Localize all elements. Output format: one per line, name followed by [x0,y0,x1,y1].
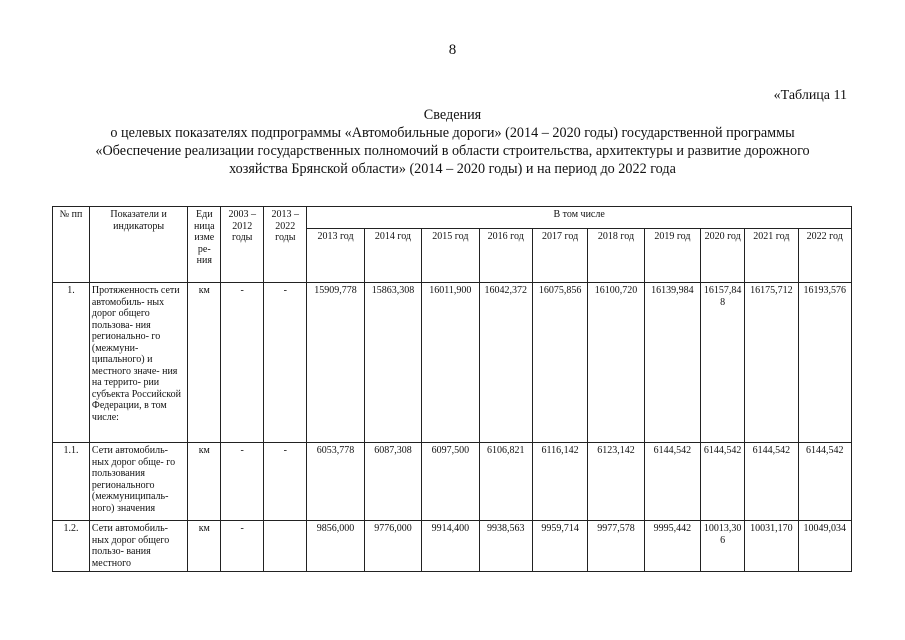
header-period-2013-2022: 2013 – 2022 годы [264,207,307,283]
header-year: 2014 год [364,229,421,283]
heading-line-2: о целевых показателях подпрограммы «Автомобильные дороги» (2014 – 2020 годы) государственной программы [110,125,795,141]
value-cell: 16139,984 [644,283,700,443]
period-2003-2012-cell: - [221,443,264,521]
unit-cell: км [188,283,221,443]
value-cell: 15909,778 [307,283,364,443]
value-cell: 6144,542 [745,443,798,521]
document-heading [50,106,855,178]
page-number: 8 [448,42,457,58]
value-cell: 16075,856 [532,283,587,443]
value-cell: 16157,848 [701,283,745,443]
period-2003-2012-cell: - [221,283,264,443]
table-row [53,283,852,443]
table-row [53,521,852,572]
period-2013-2022-cell [264,521,307,572]
period-2013-2022-cell: - [264,443,307,521]
header-indicators: Показатели и индикаторы [89,207,187,283]
header-year: 2018 год [588,229,644,283]
period-2003-2012-cell: - [221,521,264,572]
header-including: В том числе [307,207,852,229]
value-cell: 6097,500 [422,443,479,521]
header-year: 2020 год [701,229,745,283]
value-cell: 9856,000 [307,521,364,572]
value-cell: 6116,142 [532,443,587,521]
value-cell: 6144,542 [798,443,851,521]
value-cell: 9938,563 [479,521,532,572]
row-number: 1.2. [53,521,90,572]
indicator-name: Сети автомобиль- ных дорог общего пользо- вания местного [89,521,187,572]
value-cell: 9977,578 [588,521,644,572]
indicators-table [52,206,852,572]
value-cell: 6123,142 [588,443,644,521]
header-year: 2022 год [798,229,851,283]
value-cell: 16193,576 [798,283,851,443]
header-period-2003-2012: 2003 – 2012 годы [221,207,264,283]
value-cell: 15863,308 [364,283,421,443]
value-cell: 6053,778 [307,443,364,521]
value-cell: 9776,000 [364,521,421,572]
heading-line-3: «Обеспечение реализации государственных полномочий в области строительства, архитектуры и развитие дорожного [95,143,810,159]
unit-cell: км [188,521,221,572]
indicator-name: Протяженность сети автомобиль- ных дорог общего пользова- ния регионально- го (межмуни- ципального) и местного значе- ния на террито- рии субъекта Российской Федерации, в том числе: [89,283,187,443]
value-cell: 16011,900 [422,283,479,443]
value-cell: 9995,442 [644,521,700,572]
value-cell: 10013,306 [701,521,745,572]
row-number: 1.1. [53,443,90,521]
header-year: 2015 год [422,229,479,283]
value-cell: 6087,308 [364,443,421,521]
value-cell: 6144,542 [701,443,745,521]
indicator-name: Сети автомобиль- ных дорог обще- го пользования регионального (межмуниципаль- ного) значения [89,443,187,521]
value-cell: 10031,170 [745,521,798,572]
header-year: 2013 год [307,229,364,283]
heading-line-1: Сведения [423,107,482,123]
value-cell: 6144,542 [644,443,700,521]
value-cell: 10049,034 [798,521,851,572]
table-row [53,443,852,521]
heading-line-4: хозяйства Брянской области» (2014 – 2020 годы) и на период до 2022 года [229,161,676,177]
header-year: 2021 год [745,229,798,283]
value-cell: 9959,714 [532,521,587,572]
period-2013-2022-cell: - [264,283,307,443]
unit-cell: км [188,443,221,521]
header-year: 2016 год [479,229,532,283]
value-cell: 9914,400 [422,521,479,572]
header-num: № пп [53,207,90,283]
value-cell: 6106,821 [479,443,532,521]
header-unit: Еди ница изме ре- ния [188,207,221,283]
row-number: 1. [53,283,90,443]
table-label: «Таблица 11 [773,88,847,103]
header-year: 2017 год [532,229,587,283]
value-cell: 16175,712 [745,283,798,443]
value-cell: 16042,372 [479,283,532,443]
value-cell: 16100,720 [588,283,644,443]
header-year: 2019 год [644,229,700,283]
